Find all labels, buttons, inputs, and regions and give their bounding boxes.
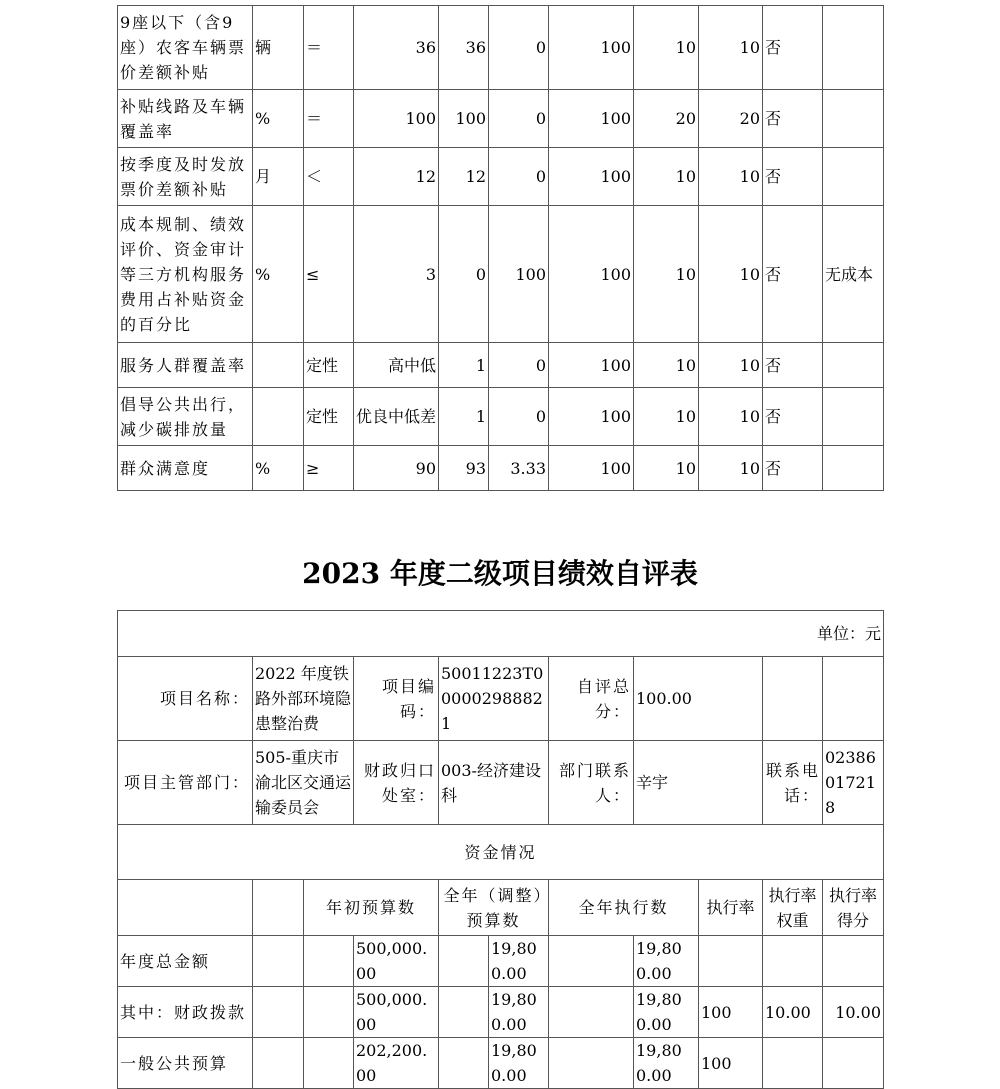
indicator-row — [118, 6, 884, 90]
indicator-row — [118, 343, 884, 388]
indicator-row — [118, 148, 884, 206]
funds-row — [118, 987, 884, 1038]
indicator-weight: 20 — [634, 90, 699, 148]
funds-heading-row — [118, 825, 884, 880]
empty-cell — [763, 657, 823, 741]
indicator-completion: 100 — [549, 388, 634, 446]
indicator-target: 36 — [354, 6, 439, 90]
dept-value: 505-重庆市渝北区交通运输委员会 — [253, 741, 354, 825]
indicator-target: 3 — [354, 206, 439, 343]
form-title: 2023 年度二级项目绩效自评表 — [302, 557, 698, 590]
indicator-unit: 辆 — [253, 6, 304, 90]
funds-rate: 100 — [699, 1038, 763, 1089]
funds-adjusted: 19,800.00 — [489, 1038, 549, 1089]
project-info-row — [118, 657, 884, 741]
empty-cell — [439, 1038, 489, 1089]
indicator-name: 9座以下（含9座）农客车辆票价差额补贴 — [118, 6, 253, 90]
unit-label: 单位：元 — [118, 611, 884, 657]
funds-rate-weight: 10.00 — [763, 987, 823, 1038]
indicator-unit — [253, 388, 304, 446]
indicator-actual: 93 — [439, 446, 489, 491]
indicator-unit: % — [253, 90, 304, 148]
dept-info-row — [118, 741, 884, 825]
indicator-deviation: 0 — [489, 148, 549, 206]
funds-rate-weight — [763, 936, 823, 987]
indicator-note — [823, 90, 884, 148]
empty-cell — [118, 880, 253, 936]
indicator-score: 20 — [699, 90, 763, 148]
indicator-note — [823, 446, 884, 491]
empty-cell — [253, 1038, 304, 1089]
indicator-target: 优良中低差 — [354, 388, 439, 446]
indicator-note — [823, 6, 884, 90]
indicator-flag: 否 — [763, 206, 823, 343]
indicator-unit: % — [253, 206, 304, 343]
indicator-actual: 1 — [439, 343, 489, 388]
empty-cell — [253, 936, 304, 987]
indicator-row — [118, 388, 884, 446]
indicator-table — [117, 5, 884, 491]
project-code-value: 50011223T000002988821 — [439, 657, 549, 741]
self-score-label: 自评总分： — [549, 657, 634, 741]
indicator-weight: 10 — [634, 206, 699, 343]
finance-value: 003-经济建设科 — [439, 741, 549, 825]
self-score-value: 100.00 — [634, 657, 763, 741]
funds-row-label: 一般公共预算 — [118, 1038, 253, 1089]
indicator-operator: 定性 — [304, 343, 354, 388]
indicator-weight: 10 — [634, 6, 699, 90]
indicator-flag: 否 — [763, 148, 823, 206]
funds-executed: 19,800.00 — [634, 1038, 699, 1089]
indicator-row — [118, 206, 884, 343]
funds-row — [118, 936, 884, 987]
indicator-completion: 100 — [549, 90, 634, 148]
empty-cell — [439, 987, 489, 1038]
funds-adjusted: 19,800.00 — [489, 936, 549, 987]
indicator-deviation: 100 — [489, 206, 549, 343]
indicator-actual: 12 — [439, 148, 489, 206]
indicator-score: 10 — [699, 446, 763, 491]
indicator-score: 10 — [699, 388, 763, 446]
project-code-label: 项目编码： — [354, 657, 439, 741]
indicator-actual: 0 — [439, 206, 489, 343]
indicator-weight: 10 — [634, 148, 699, 206]
indicator-row — [118, 90, 884, 148]
empty-cell — [304, 1038, 354, 1089]
phone-label: 联系电话： — [763, 741, 823, 825]
indicator-unit: % — [253, 446, 304, 491]
funds-rate: 100 — [699, 987, 763, 1038]
indicator-score: 10 — [699, 6, 763, 90]
indicator-score: 10 — [699, 148, 763, 206]
funds-row-label: 年度总金额 — [118, 936, 253, 987]
indicator-note — [823, 148, 884, 206]
funds-executed: 19,800.00 — [634, 987, 699, 1038]
header-initial-budget: 年初预算数 — [304, 880, 439, 936]
indicator-completion: 100 — [549, 446, 634, 491]
indicator-operator: ≤ — [304, 206, 354, 343]
indicator-target: 高中低 — [354, 343, 439, 388]
indicator-unit: 月 — [253, 148, 304, 206]
project-name-label: 项目名称： — [118, 657, 253, 741]
empty-cell — [253, 987, 304, 1038]
indicator-row — [118, 446, 884, 491]
dept-label: 项目主管部门： — [118, 741, 253, 825]
indicator-score: 10 — [699, 343, 763, 388]
indicator-operator: ≥ — [304, 446, 354, 491]
indicator-operator: ＜ — [304, 148, 354, 206]
contact-value: 辛宇 — [634, 741, 763, 825]
funds-initial: 202,200.00 — [354, 1038, 439, 1089]
indicator-name: 倡导公共出行，减少碳排放量 — [118, 388, 253, 446]
funds-row-label: 其中：财政拨款 — [118, 987, 253, 1038]
indicator-deviation: 0 — [489, 388, 549, 446]
funds-rate — [699, 936, 763, 987]
empty-cell — [549, 987, 634, 1038]
funds-row — [118, 1038, 884, 1089]
empty-cell — [823, 657, 884, 741]
indicator-completion: 100 — [549, 343, 634, 388]
funds-rate-score: 10.00 — [823, 987, 884, 1038]
self-evaluation-table — [117, 610, 884, 1089]
indicator-note: 无成本 — [823, 206, 884, 343]
indicator-actual: 36 — [439, 6, 489, 90]
funds-initial: 500,000.00 — [354, 987, 439, 1038]
finance-label: 财政归口处室： — [354, 741, 439, 825]
indicator-target: 90 — [354, 446, 439, 491]
funds-initial: 500,000.00 — [354, 936, 439, 987]
indicator-flag: 否 — [763, 388, 823, 446]
funds-adjusted: 19,800.00 — [489, 987, 549, 1038]
contact-label: 部门联系人： — [549, 741, 634, 825]
indicator-unit — [253, 343, 304, 388]
indicator-flag: 否 — [763, 90, 823, 148]
indicator-name: 服务人群覆盖率 — [118, 343, 253, 388]
header-rate-weight: 执行率权重 — [763, 880, 823, 936]
indicator-score: 10 — [699, 206, 763, 343]
empty-cell — [549, 1038, 634, 1089]
indicator-deviation: 0 — [489, 343, 549, 388]
funds-header-row — [118, 880, 884, 936]
funds-rate-score — [823, 936, 884, 987]
empty-cell — [549, 936, 634, 987]
funds-heading: 资金情况 — [118, 825, 884, 880]
indicator-name: 群众满意度 — [118, 446, 253, 491]
indicator-deviation: 0 — [489, 6, 549, 90]
indicator-weight: 10 — [634, 446, 699, 491]
unit-row — [118, 611, 884, 657]
indicator-completion: 100 — [549, 206, 634, 343]
indicator-actual: 100 — [439, 90, 489, 148]
indicator-target: 12 — [354, 148, 439, 206]
indicator-name: 成本规制、绩效评价、资金审计等三方机构服务费用占补贴资金的百分比 — [118, 206, 253, 343]
header-executed: 全年执行数 — [549, 880, 699, 936]
header-adjusted-budget: 全年（调整）预算数 — [439, 880, 549, 936]
funds-rate-weight — [763, 1038, 823, 1089]
empty-cell — [439, 936, 489, 987]
empty-cell — [304, 936, 354, 987]
indicator-deviation: 0 — [489, 90, 549, 148]
project-name-value: 2022 年度铁路外部环境隐患整治费 — [253, 657, 354, 741]
empty-cell — [253, 880, 304, 936]
indicator-actual: 1 — [439, 388, 489, 446]
indicator-flag: 否 — [763, 6, 823, 90]
indicator-completion: 100 — [549, 148, 634, 206]
indicator-flag: 否 — [763, 343, 823, 388]
indicator-operator: ＝ — [304, 90, 354, 148]
funds-executed: 19,800.00 — [634, 936, 699, 987]
header-exec-rate: 执行率 — [699, 880, 763, 936]
indicator-weight: 10 — [634, 343, 699, 388]
indicator-deviation: 3.33 — [489, 446, 549, 491]
indicator-operator: ＝ — [304, 6, 354, 90]
indicator-note — [823, 343, 884, 388]
indicator-note — [823, 388, 884, 446]
indicator-name: 补贴线路及车辆覆盖率 — [118, 90, 253, 148]
header-rate-score: 执行率得分 — [823, 880, 884, 936]
indicator-target: 100 — [354, 90, 439, 148]
phone-value: 02386017218 — [823, 741, 884, 825]
indicator-completion: 100 — [549, 6, 634, 90]
indicator-name: 按季度及时发放票价差额补贴 — [118, 148, 253, 206]
indicator-flag: 否 — [763, 446, 823, 491]
indicator-weight: 10 — [634, 388, 699, 446]
indicator-operator: 定性 — [304, 388, 354, 446]
empty-cell — [304, 987, 354, 1038]
funds-rate-score — [823, 1038, 884, 1089]
